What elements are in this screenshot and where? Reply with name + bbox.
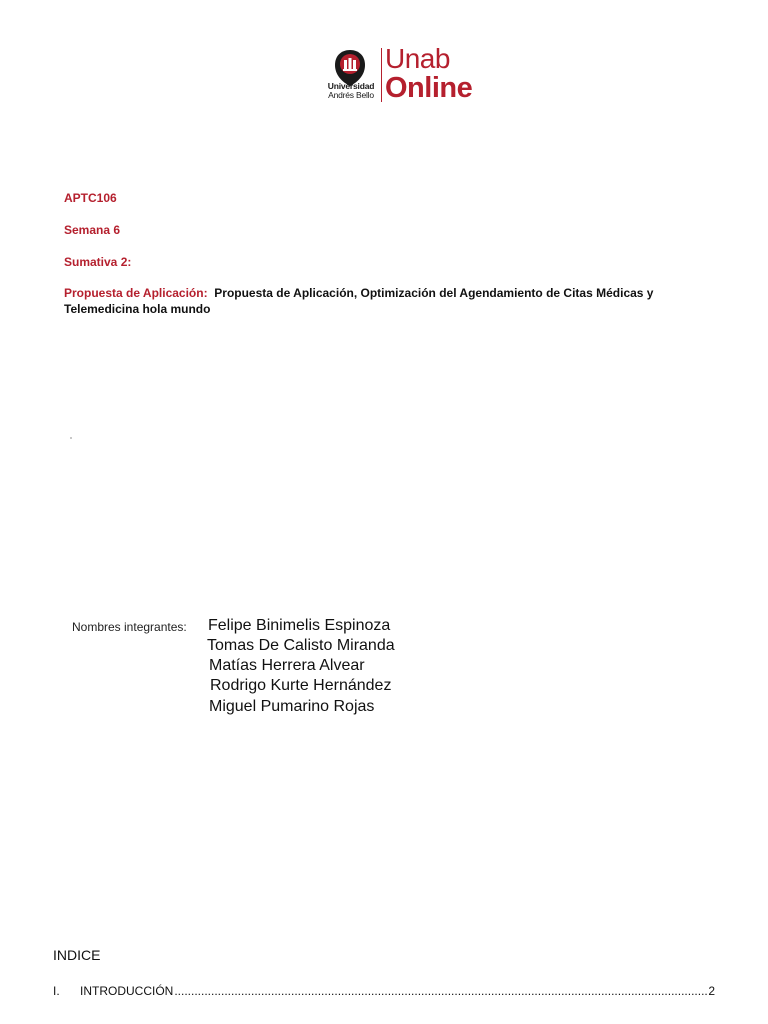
assessment-label: Sumativa 2: <box>64 255 132 269</box>
member-name: Miguel Pumarino Rojas <box>209 698 375 715</box>
proposal-title: Propuesta de Aplicación, Optimización del Agendamiento de Citas Médicas y Telemedicina hola mundo <box>64 286 654 316</box>
university-logo <box>322 44 482 106</box>
member-name: Tomas De Calisto Miranda <box>207 637 395 654</box>
toc-dot-leader <box>174 984 707 998</box>
logo-divider <box>381 48 382 102</box>
brand-unab: Unab <box>385 43 450 74</box>
stray-mark <box>70 437 72 439</box>
course-code: APTC106 <box>64 191 117 205</box>
proposal-label: Propuesta de Aplicación: <box>64 286 208 300</box>
toc-entry-number: I. <box>53 984 60 998</box>
proposal-block <box>64 285 654 317</box>
week-label: Semana 6 <box>64 223 121 237</box>
member-name: Matías Herrera Alvear <box>209 657 365 674</box>
toc-entry[interactable] <box>53 984 715 998</box>
university-name-line2: Andrés Bello <box>328 90 374 100</box>
member-name: Felipe Binimelis Espinoza <box>208 617 391 634</box>
university-name <box>322 82 380 100</box>
toc-entry-title[interactable]: INTRODUCCIÓN <box>80 984 174 998</box>
index-heading: INDICE <box>53 947 101 963</box>
members-label: Nombres integrantes: <box>72 620 187 634</box>
university-name-line1: Universidad <box>327 81 375 91</box>
toc-entry-page[interactable]: 2 <box>708 984 715 998</box>
member-name: Rodrigo Kurte Hernández <box>210 677 392 694</box>
brand-online: Online <box>385 72 473 104</box>
